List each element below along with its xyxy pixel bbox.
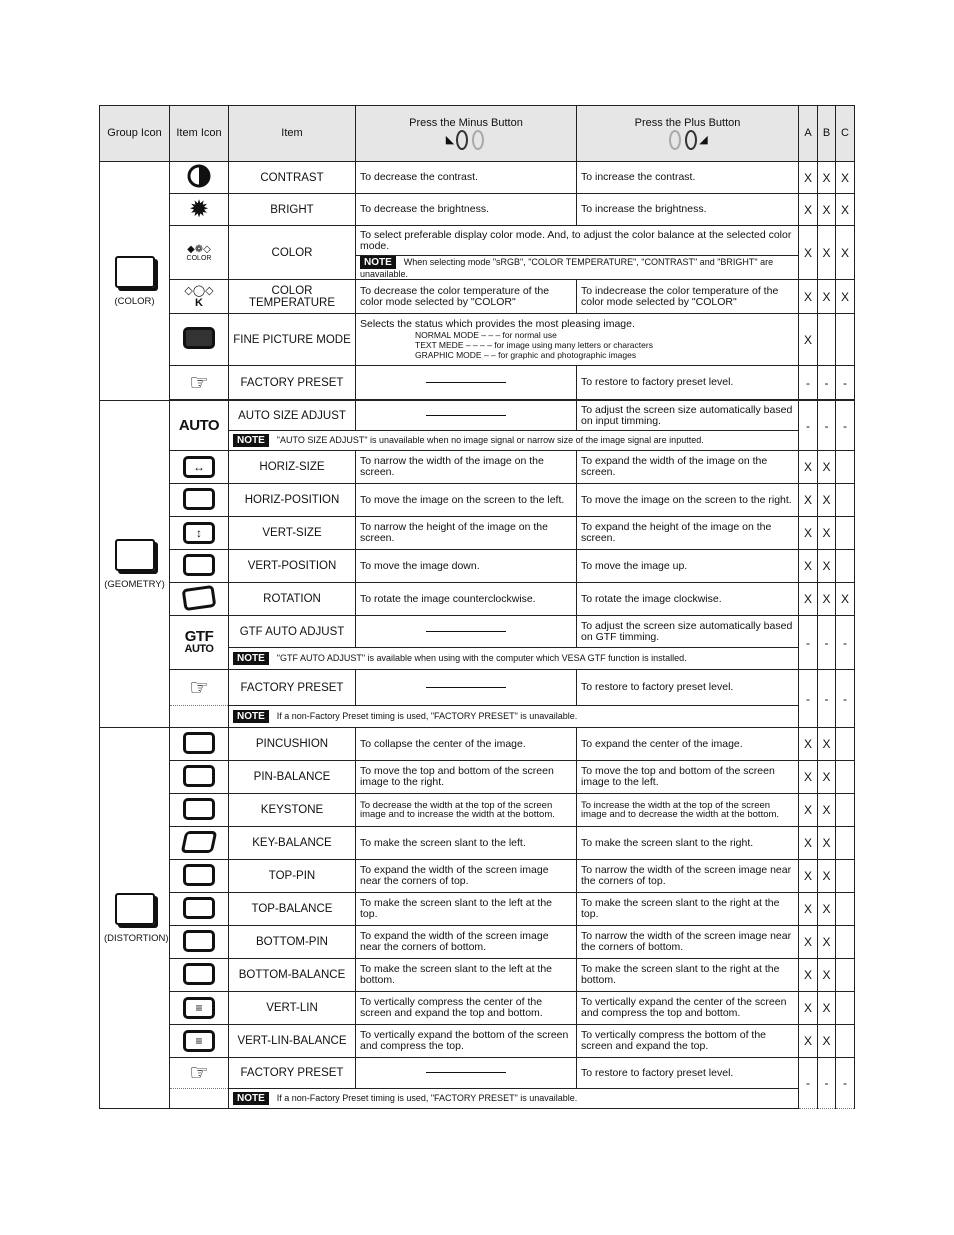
cell-b: X [818, 926, 836, 959]
cell-c [836, 761, 855, 794]
cell-a: X [799, 827, 818, 860]
plus-desc: To expand the height of the image on the screen. [577, 517, 799, 550]
pincushion-icon [170, 728, 229, 761]
header-plus-label: Press the Plus Button [634, 117, 741, 129]
item-name: COLOR TEMPERATURE [229, 280, 356, 314]
table-row [100, 761, 855, 794]
contrast-icon [170, 162, 229, 194]
cell-b: X [818, 484, 836, 517]
cell-b: X [818, 959, 836, 992]
cell-a: X [799, 1025, 818, 1058]
minus-desc: To vertically expand the bottom of the screen and compress the top. [356, 1025, 577, 1058]
cell-b: X [818, 893, 836, 926]
cell-a: - [799, 366, 818, 400]
table-row [100, 893, 855, 926]
item-name: GTF AUTO ADJUST [229, 616, 356, 648]
plus-desc: To make the screen slant to the right. [577, 827, 799, 860]
cell-c: - [836, 670, 855, 728]
mode-graphic: GRAPHIC MODE – – for graphic and photographic images [415, 350, 637, 360]
table-row [100, 451, 855, 484]
cell-a: X [799, 162, 818, 194]
minus-desc: To decrease the width at the top of the screen image and to increase the width at the bottom. [356, 794, 577, 827]
cell-c [836, 959, 855, 992]
minus-desc: To collapse the center of the image. [356, 728, 577, 761]
minus-desc: To expand the width of the screen image near the corners of top. [356, 860, 577, 893]
plus-desc: To rotate the image clockwise. [577, 583, 799, 616]
cell-a: X [799, 761, 818, 794]
desc [356, 314, 799, 366]
plus-desc: To indecrease the color temperature of the color mode selected by "COLOR" [577, 280, 799, 314]
item-name: KEY-BALANCE [229, 827, 356, 860]
header-minus [356, 106, 577, 162]
note-row [100, 706, 855, 728]
plus-desc: To adjust the screen size automatically based on GTF timming. [577, 616, 799, 648]
top-balance-icon [170, 893, 229, 926]
item-name: BRIGHT [229, 194, 356, 226]
cell-a: X [799, 484, 818, 517]
minus-desc: To move the image down. [356, 550, 577, 583]
cell-c: X [836, 226, 855, 280]
cell-b: X [818, 992, 836, 1025]
group-distortion [100, 728, 170, 1109]
auto-icon [170, 401, 229, 451]
cell-c [836, 728, 855, 761]
cell-a: X [799, 280, 818, 314]
minus-desc [356, 616, 577, 648]
cell-c: - [836, 366, 855, 400]
note-row [100, 1089, 855, 1109]
factory-preset-icon: ☞ [170, 366, 229, 400]
item-name: BOTTOM-PIN [229, 926, 356, 959]
header-row [100, 106, 855, 162]
item-name: TOP-PIN [229, 860, 356, 893]
cell-a: X [799, 451, 818, 484]
cell-c [836, 314, 855, 366]
vert-position-icon [170, 550, 229, 583]
plus-desc: To narrow the width of the screen image near the corners of top. [577, 860, 799, 893]
cell-b: - [818, 616, 836, 670]
vert-lin-icon: ≡ [170, 992, 229, 1025]
horiz-position-icon [170, 484, 229, 517]
item-name: PINCUSHION [229, 728, 356, 761]
item-name: AUTO SIZE ADJUST [229, 401, 356, 431]
cell-b: X [818, 583, 836, 616]
gtf-auto-icon [170, 616, 229, 670]
cell-c: X [836, 194, 855, 226]
table-row [100, 401, 855, 431]
minus-desc: To make the screen slant to the left. [356, 827, 577, 860]
header-group-icon: Group Icon [100, 106, 170, 162]
table-row [100, 728, 855, 761]
cell-a: X [799, 728, 818, 761]
cell-b: - [818, 670, 836, 728]
geometry-group-icon [115, 539, 155, 571]
cell-a: - [799, 1058, 818, 1109]
group-distortion-label: (DISTORTION) [104, 932, 169, 944]
group-geometry-label: (GEOMETRY) [104, 578, 165, 590]
table-row [100, 1025, 855, 1058]
item-name: CONTRAST [229, 162, 356, 194]
plus-desc: To restore to factory preset level. [577, 1058, 799, 1089]
fine-picture-desc: Selects the status which provides the most pleasing image. [360, 318, 635, 330]
header-plus [577, 106, 799, 162]
table-row [100, 484, 855, 517]
item-name: KEYSTONE [229, 794, 356, 827]
item-name: VERT-SIZE [229, 517, 356, 550]
plus-desc: To increase the contrast. [577, 162, 799, 194]
fine-picture-icon [170, 314, 229, 366]
note-badge: NOTE [360, 256, 396, 269]
table-row [100, 794, 855, 827]
minus-desc [356, 1058, 577, 1089]
header-a: A [799, 106, 818, 162]
minus-desc: To decrease the color temperature of the color mode selected by "COLOR" [356, 280, 577, 314]
bottom-pin-icon [170, 926, 229, 959]
cell-a: - [799, 401, 818, 451]
cell-b: X [818, 517, 836, 550]
minus-desc [356, 366, 577, 400]
item-name: VERT-LIN-BALANCE [229, 1025, 356, 1058]
minus-desc: To narrow the width of the image on the screen. [356, 451, 577, 484]
desc: To select preferable display color mode. And, to adjust the color balance at the selected color mode. [356, 226, 799, 256]
pin-balance-icon [170, 761, 229, 794]
minus-desc [356, 670, 577, 706]
cell-c [836, 484, 855, 517]
cell-c: - [836, 1058, 855, 1109]
header-item-icon: Item Icon [170, 106, 229, 162]
color-temperature-icon: ◇◯◇ K [170, 280, 229, 314]
plus-desc: To vertically expand the center of the screen and compress the top and bottom. [577, 992, 799, 1025]
table-row [100, 616, 855, 648]
group-color-label: (COLOR) [114, 295, 155, 307]
empty-icon-cell [170, 706, 229, 728]
cell-a: X [799, 926, 818, 959]
note-badge: NOTE [233, 1092, 269, 1105]
plus-button-icon: ◢ [581, 130, 794, 150]
group-geometry [100, 401, 170, 728]
color-icon: ◆❁◇ COLOR [170, 226, 229, 280]
rotation-icon [170, 583, 229, 616]
item-name: FACTORY PRESET [229, 366, 356, 400]
distortion-group-icon [115, 893, 155, 925]
cell-c: X [836, 280, 855, 314]
minus-desc: To move the top and bottom of the screen image to the right. [356, 761, 577, 794]
table-row [100, 827, 855, 860]
cell-a: X [799, 550, 818, 583]
item-name: FINE PICTURE MODE [229, 314, 356, 366]
item-name: VERT-LIN [229, 992, 356, 1025]
cell-c [836, 827, 855, 860]
cell-b: X [818, 827, 836, 860]
cell-c: X [836, 583, 855, 616]
item-name: HORIZ-POSITION [229, 484, 356, 517]
keystone-icon [170, 794, 229, 827]
table-row [100, 226, 855, 256]
cell-b: - [818, 401, 836, 451]
table-row [100, 280, 855, 314]
minus-desc: To make the screen slant to the left at the bottom. [356, 959, 577, 992]
plus-desc: To restore to factory preset level. [577, 670, 799, 706]
cell-b: X [818, 728, 836, 761]
cell-a: X [799, 517, 818, 550]
note [229, 1089, 799, 1109]
plus-desc: To adjust the screen size automatically based on input timming. [577, 401, 799, 431]
plus-desc: To expand the width of the image on the screen. [577, 451, 799, 484]
table-row [100, 670, 855, 706]
item-name: BOTTOM-BALANCE [229, 959, 356, 992]
table-row [100, 959, 855, 992]
cell-a: X [799, 992, 818, 1025]
factory-preset-icon: ☞ [170, 1058, 229, 1089]
note-badge: NOTE [233, 434, 269, 447]
note-text: "GTF AUTO ADJUST" is available when using with the computer which VESA GTF function is installed. [276, 653, 687, 663]
top-pin-icon [170, 860, 229, 893]
plus-desc: To move the image on the screen to the right. [577, 484, 799, 517]
item-name: ROTATION [229, 583, 356, 616]
minus-desc [356, 401, 577, 431]
table-row [100, 550, 855, 583]
color-icon-label: COLOR [186, 254, 212, 262]
header-b: B [818, 106, 836, 162]
cell-c [836, 794, 855, 827]
cell-b: - [818, 1058, 836, 1109]
minus-desc: To move the image on the screen to the left. [356, 484, 577, 517]
table-row [100, 314, 855, 366]
table-row [100, 517, 855, 550]
cell-c [836, 893, 855, 926]
plus-desc: To make the screen slant to the right at the top. [577, 893, 799, 926]
cell-a: X [799, 860, 818, 893]
plus-desc: To make the screen slant to the right at the bottom. [577, 959, 799, 992]
cell-b: X [818, 194, 836, 226]
cell-a: - [799, 616, 818, 670]
header-minus-label: Press the Minus Button [409, 117, 523, 129]
cell-c: X [836, 162, 855, 194]
cell-b: X [818, 162, 836, 194]
note [229, 431, 799, 451]
table-row [100, 583, 855, 616]
plus-desc: To increase the width at the top of the screen image and to decrease the width at the bottom. [577, 794, 799, 827]
group-color [100, 162, 170, 401]
note-text: "AUTO SIZE ADJUST" is unavailable when no image signal or narrow size of the image signal are inputted. [276, 435, 704, 445]
vert-size-icon: ↕ [170, 517, 229, 550]
cell-b: X [818, 451, 836, 484]
minus-desc: To decrease the brightness. [356, 194, 577, 226]
gtf-icon-label: GTF [184, 628, 214, 645]
auto-icon-label: AUTO [178, 417, 220, 434]
cell-c [836, 1025, 855, 1058]
brightness-icon: ✹ [170, 194, 229, 226]
cell-b: X [818, 280, 836, 314]
table-row [100, 194, 855, 226]
cell-a: - [799, 670, 818, 728]
cell-c: - [836, 401, 855, 451]
minus-desc: To expand the width of the screen image near the corners of bottom. [356, 926, 577, 959]
cell-b [818, 314, 836, 366]
note-text: If a non-Factory Preset timing is used, "FACTORY PRESET" is unavailable. [276, 711, 578, 721]
item-name: COLOR [229, 226, 356, 280]
header-c: C [836, 106, 855, 162]
table-row [100, 1058, 855, 1089]
cell-b: X [818, 860, 836, 893]
note-text: When selecting mode "sRGB", "COLOR TEMPERATURE", "CONTRAST" and "BRIGHT" are unavailable. [360, 257, 774, 279]
cell-a: X [799, 314, 818, 366]
cell-c [836, 550, 855, 583]
cell-b: - [818, 366, 836, 400]
plus-desc: To vertically compress the bottom of the screen and expand the top. [577, 1025, 799, 1058]
cell-a: X [799, 226, 818, 280]
cell-a: X [799, 583, 818, 616]
item-name: TOP-BALANCE [229, 893, 356, 926]
table-row [100, 162, 855, 194]
header-item: Item [229, 106, 356, 162]
cell-c: - [836, 616, 855, 670]
plus-desc: To move the top and bottom of the screen image to the left. [577, 761, 799, 794]
minus-desc: To make the screen slant to the left at the top. [356, 893, 577, 926]
cell-b: X [818, 761, 836, 794]
vert-lin-balance-icon: ≡ [170, 1025, 229, 1058]
note-badge: NOTE [233, 652, 269, 665]
note-text: If a non-Factory Preset timing is used, "FACTORY PRESET" is unavailable. [276, 1093, 578, 1103]
table-row [100, 366, 855, 400]
cell-a: X [799, 893, 818, 926]
factory-preset-icon: ☞ [170, 670, 229, 706]
plus-desc: To move the image up. [577, 550, 799, 583]
minus-desc: To narrow the height of the image on the screen. [356, 517, 577, 550]
minus-button-icon: ◣ [360, 130, 572, 150]
color-group-icon [115, 256, 155, 288]
table-row [100, 860, 855, 893]
mode-normal: NORMAL MODE – – – for normal use [415, 330, 557, 340]
plus-desc: To narrow the width of the screen image near the corners of bottom. [577, 926, 799, 959]
plus-desc: To expand the center of the image. [577, 728, 799, 761]
cell-c [836, 992, 855, 1025]
key-balance-icon [170, 827, 229, 860]
cell-c [836, 860, 855, 893]
minus-desc: To vertically compress the center of the screen and expand the top and bottom. [356, 992, 577, 1025]
cell-c [836, 926, 855, 959]
table-row [100, 992, 855, 1025]
plus-desc: To restore to factory preset level. [577, 366, 799, 400]
item-name: FACTORY PRESET [229, 670, 356, 706]
cell-b: X [818, 550, 836, 583]
note [229, 706, 799, 728]
mode-text: TEXT MEDE – – – – for image using many letters or characters [415, 340, 653, 350]
gtf-icon-label2: AUTO [184, 643, 214, 655]
minus-desc: To rotate the image counterclockwise. [356, 583, 577, 616]
note [229, 648, 799, 670]
cell-b: X [818, 226, 836, 280]
table-row [100, 926, 855, 959]
plus-desc: To increase the brightness. [577, 194, 799, 226]
item-name: VERT-POSITION [229, 550, 356, 583]
cell-b: X [818, 1025, 836, 1058]
horiz-size-icon: ↔ [170, 451, 229, 484]
item-name: HORIZ-SIZE [229, 451, 356, 484]
cell-c [836, 517, 855, 550]
osd-function-table [99, 105, 855, 1109]
cell-b: X [818, 794, 836, 827]
cell-c [836, 451, 855, 484]
empty-icon-cell [170, 1089, 229, 1109]
cell-a: X [799, 959, 818, 992]
item-name: PIN-BALANCE [229, 761, 356, 794]
cell-a: X [799, 794, 818, 827]
note-badge: NOTE [233, 710, 269, 723]
item-name: FACTORY PRESET [229, 1058, 356, 1089]
cell-a: X [799, 194, 818, 226]
note [356, 256, 799, 280]
minus-desc: To decrease the contrast. [356, 162, 577, 194]
bottom-balance-icon [170, 959, 229, 992]
